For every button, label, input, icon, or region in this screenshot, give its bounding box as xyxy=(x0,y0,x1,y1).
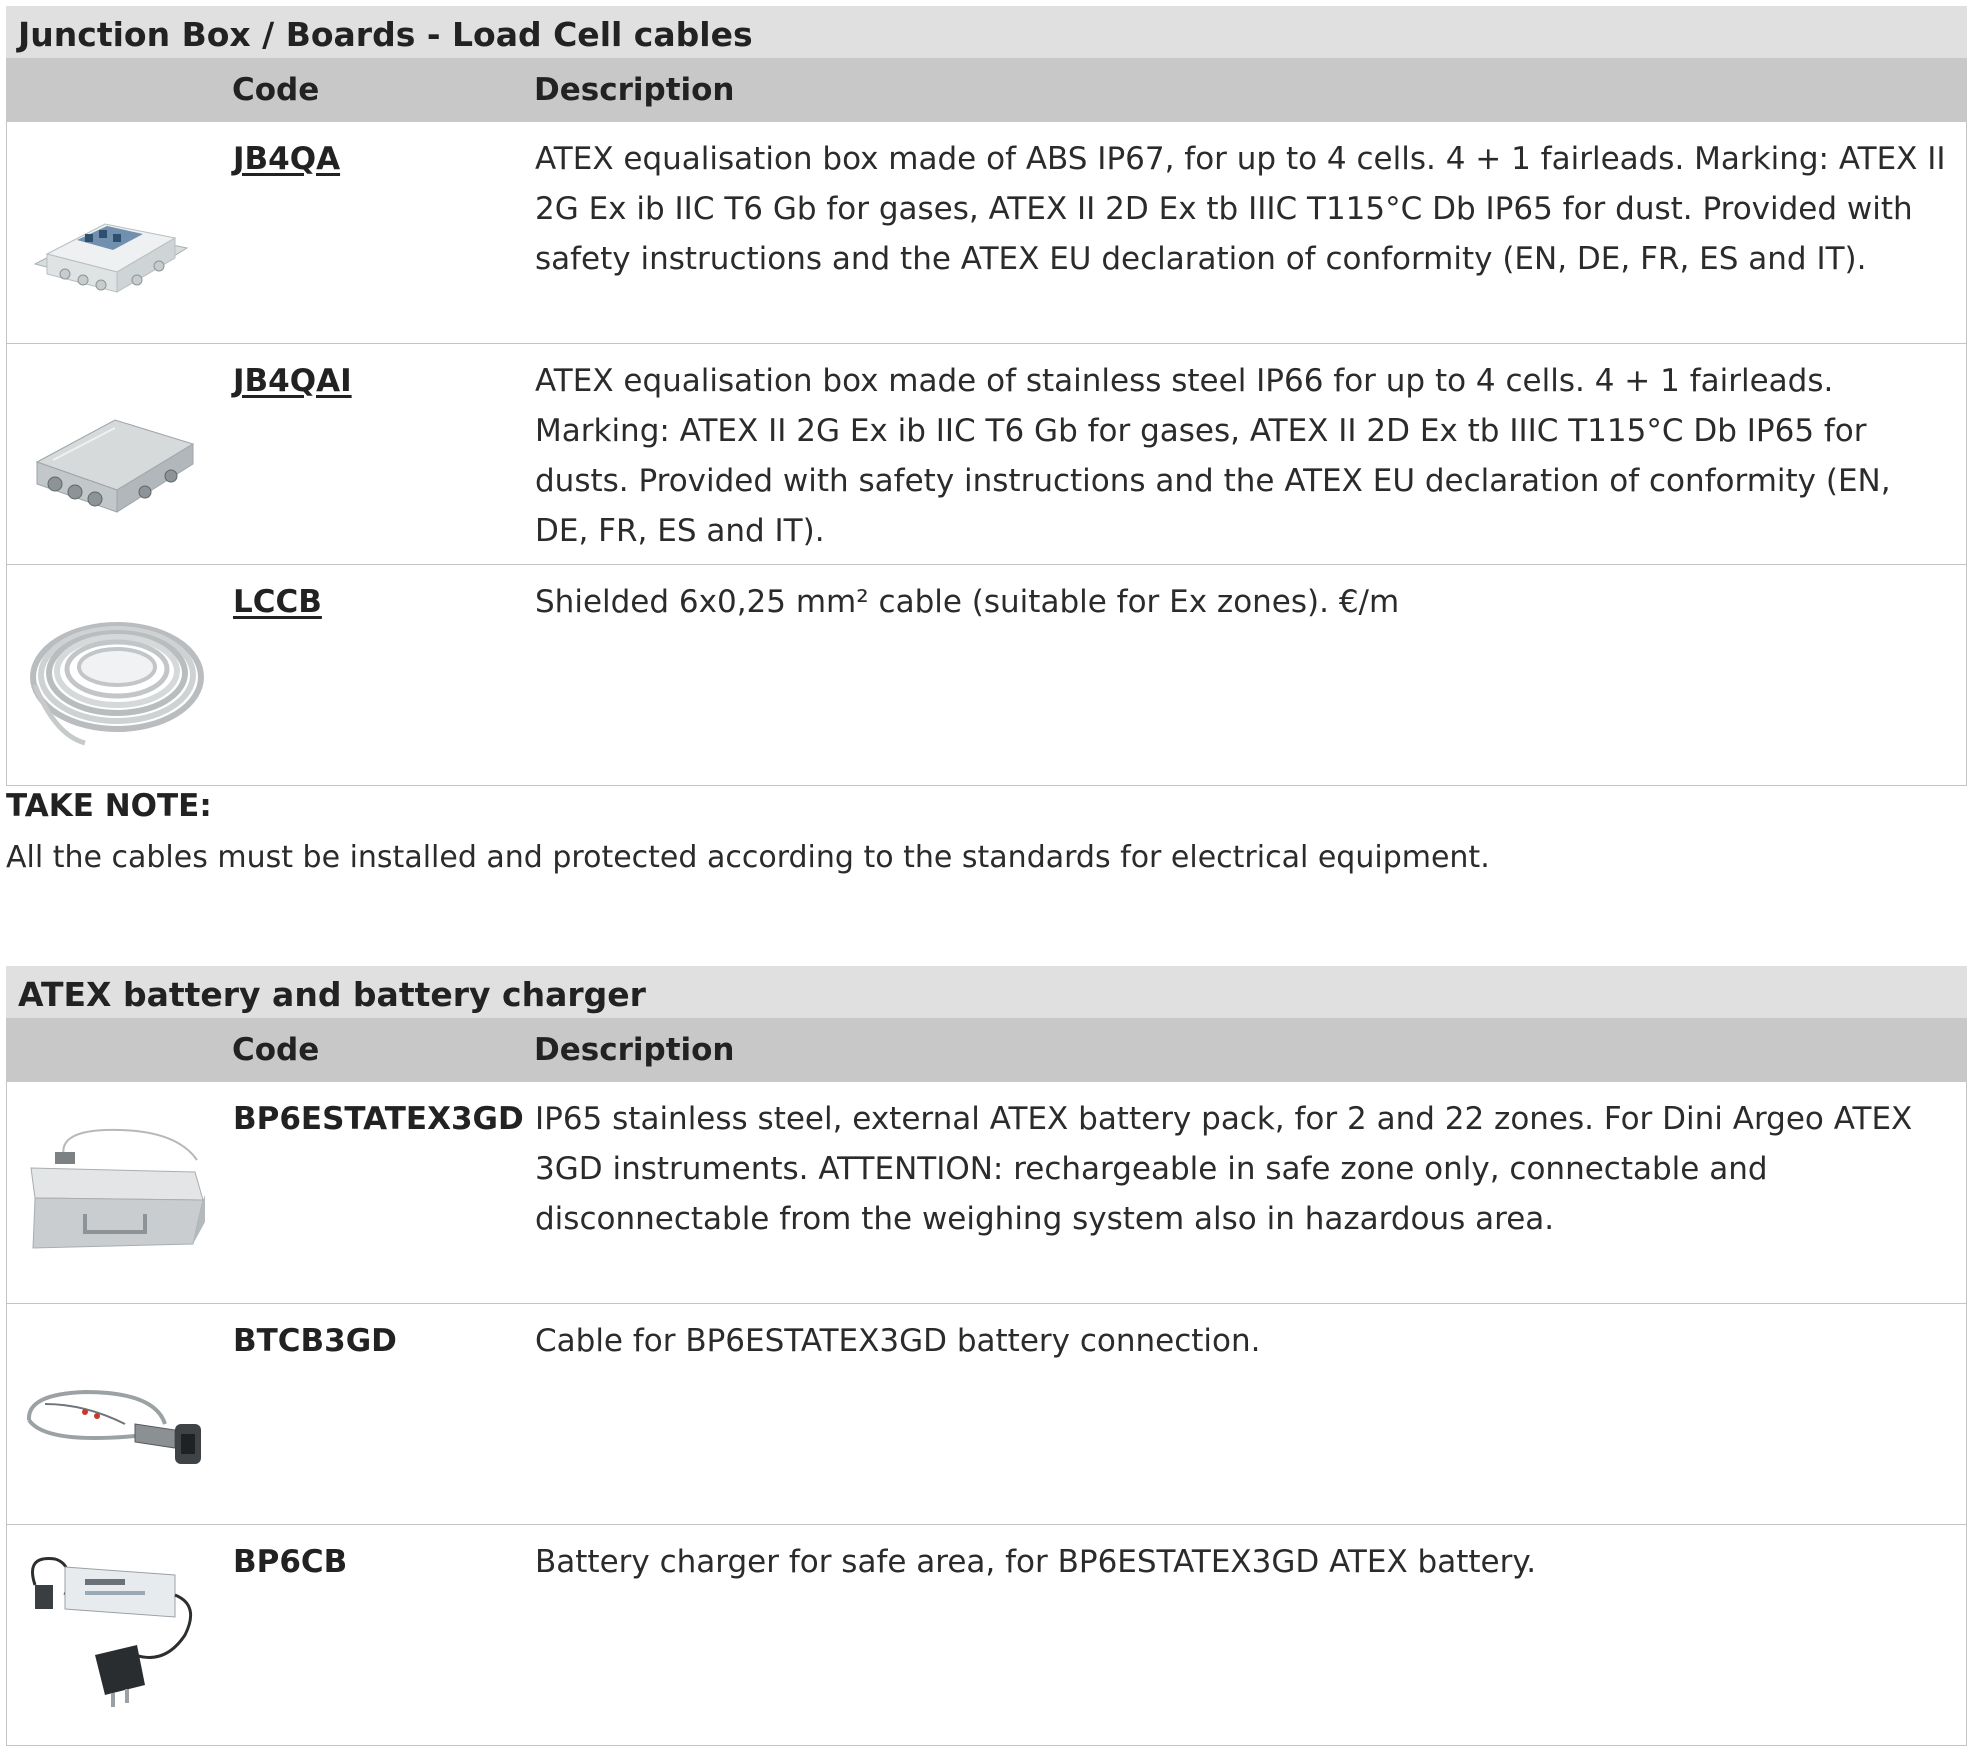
product-description: ATEX equalisation box made of ABS IP67, for up to 4 cells. 4 + 1 fairleads. Marking: ATEX II 2G Ex ib IIC T6 Gb for gases, ATEX II 2D Ex tb IIIC T115°C Db IP65 for dust. Provided with safety instructions and the ATEX EU declaration of conformity (EN, DE, FR, ES and IT). xyxy=(535,141,1946,277)
connection-cable-image xyxy=(25,1324,205,1494)
product-description: Shielded 6x0,25 mm² cable (suitable for Ex zones). €/m xyxy=(535,584,1400,620)
battery-section xyxy=(6,966,1967,1746)
junction-box-section xyxy=(6,6,1967,786)
description-column-header: Description xyxy=(534,1032,735,1068)
table-header xyxy=(6,1018,1967,1082)
product-description: Battery charger for safe area, for BP6ESTATEX3GD ATEX battery. xyxy=(535,1544,1537,1580)
product-description: ATEX equalisation box made of stainless steel IP66 for up to 4 cells. 4 + 1 fairleads. Marking: ATEX II 2G Ex ib IIC T6 Gb for gases, ATEX II 2D Ex tb IIIC T115°C Db IP65 for dusts. Provided with safety instructions and the ATEX EU declaration of conformity (EN, DE, FR, ES and IT). xyxy=(535,363,1891,549)
battery-charger-image xyxy=(25,1545,205,1715)
table-row xyxy=(7,564,1966,785)
product-description: Cable for BP6ESTATEX3GD battery connection. xyxy=(535,1323,1261,1359)
cable-reel-image xyxy=(25,585,205,755)
table-row xyxy=(7,1082,1966,1303)
take-note-text: All the cables must be installed and protected according to the standards for electrical equipment. xyxy=(6,840,1490,875)
code-column-header: Code xyxy=(232,1032,320,1068)
junction-box-abs-image xyxy=(25,142,205,312)
product-table xyxy=(6,122,1967,786)
table-row xyxy=(7,1524,1966,1745)
product-code: BP6CB xyxy=(233,1544,348,1580)
table-row xyxy=(7,1303,1966,1524)
product-code: BP6ESTATEX3GD xyxy=(233,1101,524,1137)
product-code-link[interactable]: LCCB xyxy=(233,584,322,620)
product-description: IP65 stainless steel, external ATEX battery pack, for 2 and 22 zones. For Dini Argeo ATEX 3GD instruments. ATTENTION: rechargeable in safe zone only, connectable and disconnectable from the weighing system also in hazardous area. xyxy=(535,1101,1913,1237)
junction-box-steel-image xyxy=(25,364,205,534)
table-row xyxy=(7,122,1966,343)
section-title: Junction Box / Boards - Load Cell cables xyxy=(6,6,1967,58)
product-code-link[interactable]: JB4QAI xyxy=(233,363,352,399)
product-code-link[interactable]: JB4QA xyxy=(233,141,341,177)
table-row xyxy=(7,343,1966,564)
product-code: BTCB3GD xyxy=(233,1323,397,1359)
product-table xyxy=(6,1082,1967,1746)
battery-pack-image xyxy=(25,1102,205,1272)
section-title: ATEX battery and battery charger xyxy=(6,966,1967,1018)
code-column-header: Code xyxy=(232,72,320,108)
take-note-title: TAKE NOTE: xyxy=(6,788,212,824)
description-column-header: Description xyxy=(534,72,735,108)
table-header xyxy=(6,58,1967,122)
